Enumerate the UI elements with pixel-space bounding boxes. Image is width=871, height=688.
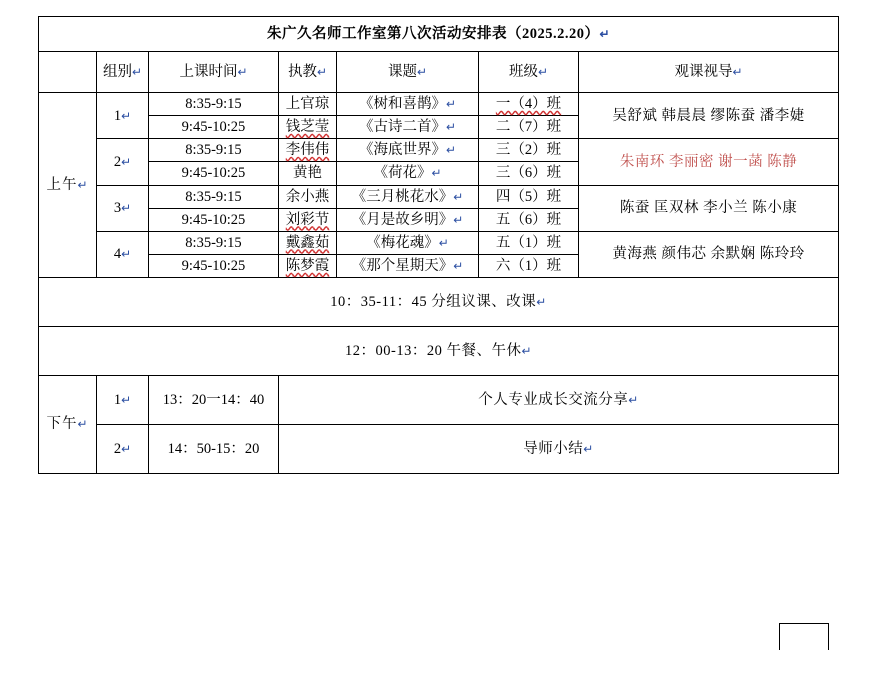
period-morning: 上午↵ (39, 93, 97, 278)
table-row (39, 93, 839, 116)
group-number: 2↵ (97, 425, 149, 474)
header-time: 上课时间↵ (149, 52, 279, 93)
lesson-time: 9:45-10:25 (149, 254, 279, 277)
lesson-class: 三（6）班 (479, 162, 579, 185)
table-row-header (39, 52, 839, 93)
lesson-class: 二（7）班 (479, 116, 579, 139)
lesson-teacher: 上官琼 (279, 93, 337, 116)
schedule-table (38, 16, 839, 474)
group-number: 3↵ (97, 185, 149, 231)
lesson-time: 9:45-10:25 (149, 116, 279, 139)
lesson-topic: 《树和喜鹊》↵ (337, 93, 479, 116)
lesson-class: 三（2）班 (479, 139, 579, 162)
observers-cell: 黄海燕 颜伟芯 余默娴 陈玲玲 (579, 231, 839, 277)
lesson-teacher: 余小燕 (279, 185, 337, 208)
lesson-topic: 《古诗二首》↵ (337, 116, 479, 139)
lesson-time: 8:35-9:15 (149, 139, 279, 162)
table-row-title (39, 17, 839, 52)
lesson-time: 8:35-9:15 (149, 231, 279, 254)
note-discussion: 10：35-11：45 分组议课、改课↵ (39, 278, 839, 327)
note-lunch: 12：00-13：20 午餐、午休↵ (39, 327, 839, 376)
table-row-note (39, 278, 839, 327)
lesson-class: 四（5）班 (479, 185, 579, 208)
lesson-topic: 《海底世界》↵ (337, 139, 479, 162)
table-row (39, 139, 839, 162)
lesson-teacher: 钱芝莹 (279, 116, 337, 139)
lesson-topic: 《那个星期天》↵ (337, 254, 479, 277)
lesson-teacher: 黄艳 (279, 162, 337, 185)
lesson-teacher: 刘彩节 (279, 208, 337, 231)
lesson-class: 一（4）班 (479, 93, 579, 116)
lesson-topic: 《荷花》↵ (337, 162, 479, 185)
header-group: 组别↵ (97, 52, 149, 93)
document-title: 朱广久名师工作室第八次活动安排表（2025.2.20）↵ (39, 17, 839, 52)
lesson-topic: 《梅花魂》↵ (337, 231, 479, 254)
lesson-time: 9:45-10:25 (149, 162, 279, 185)
observers-cell: 朱南环 李丽密 谢一菡 陈静 (579, 139, 839, 185)
lesson-class: 五（1）班 (479, 231, 579, 254)
table-row (39, 425, 839, 474)
lesson-teacher: 陈梦霞 (279, 254, 337, 277)
lesson-topic: 《月是故乡明》↵ (337, 208, 479, 231)
table-row-note (39, 327, 839, 376)
pilcrow-icon: ↵ (599, 26, 611, 41)
header-topic: 课题↵ (337, 52, 479, 93)
lesson-teacher: 戴鑫茹 (279, 231, 337, 254)
lesson-time: 9:45-10:25 (149, 208, 279, 231)
header-observers: 观课视导↵ (579, 52, 839, 93)
group-number: 1↵ (97, 93, 149, 139)
lesson-class: 六（1）班 (479, 254, 579, 277)
lesson-teacher: 李伟伟 (279, 139, 337, 162)
lesson-topic: 《三月桃花水》↵ (337, 185, 479, 208)
lesson-time: 8:35-9:15 (149, 93, 279, 116)
afternoon-topic: 导师小结↵ (279, 425, 839, 474)
table-row (39, 185, 839, 208)
lesson-time: 8:35-9:15 (149, 185, 279, 208)
lesson-time: 13：20一14：40 (149, 376, 279, 425)
header-teacher: 执教↵ (279, 52, 337, 93)
table-row (39, 376, 839, 425)
observers-cell: 陈蚕 匡双林 李小兰 陈小康 (579, 185, 839, 231)
afternoon-topic: 个人专业成长交流分享↵ (279, 376, 839, 425)
table-row (39, 231, 839, 254)
period-afternoon: 下午↵ (39, 376, 97, 474)
header-blank (39, 52, 97, 93)
group-number: 1↵ (97, 376, 149, 425)
group-number: 4↵ (97, 231, 149, 277)
observers-cell: 吴舒斌 韩晨晨 缪陈蚕 潘李婕 (579, 93, 839, 139)
group-number: 2↵ (97, 139, 149, 185)
header-class: 班级↵ (479, 52, 579, 93)
stray-cell-marker (779, 623, 829, 650)
lesson-class: 五（6）班 (479, 208, 579, 231)
lesson-time: 14：50-15：20 (149, 425, 279, 474)
